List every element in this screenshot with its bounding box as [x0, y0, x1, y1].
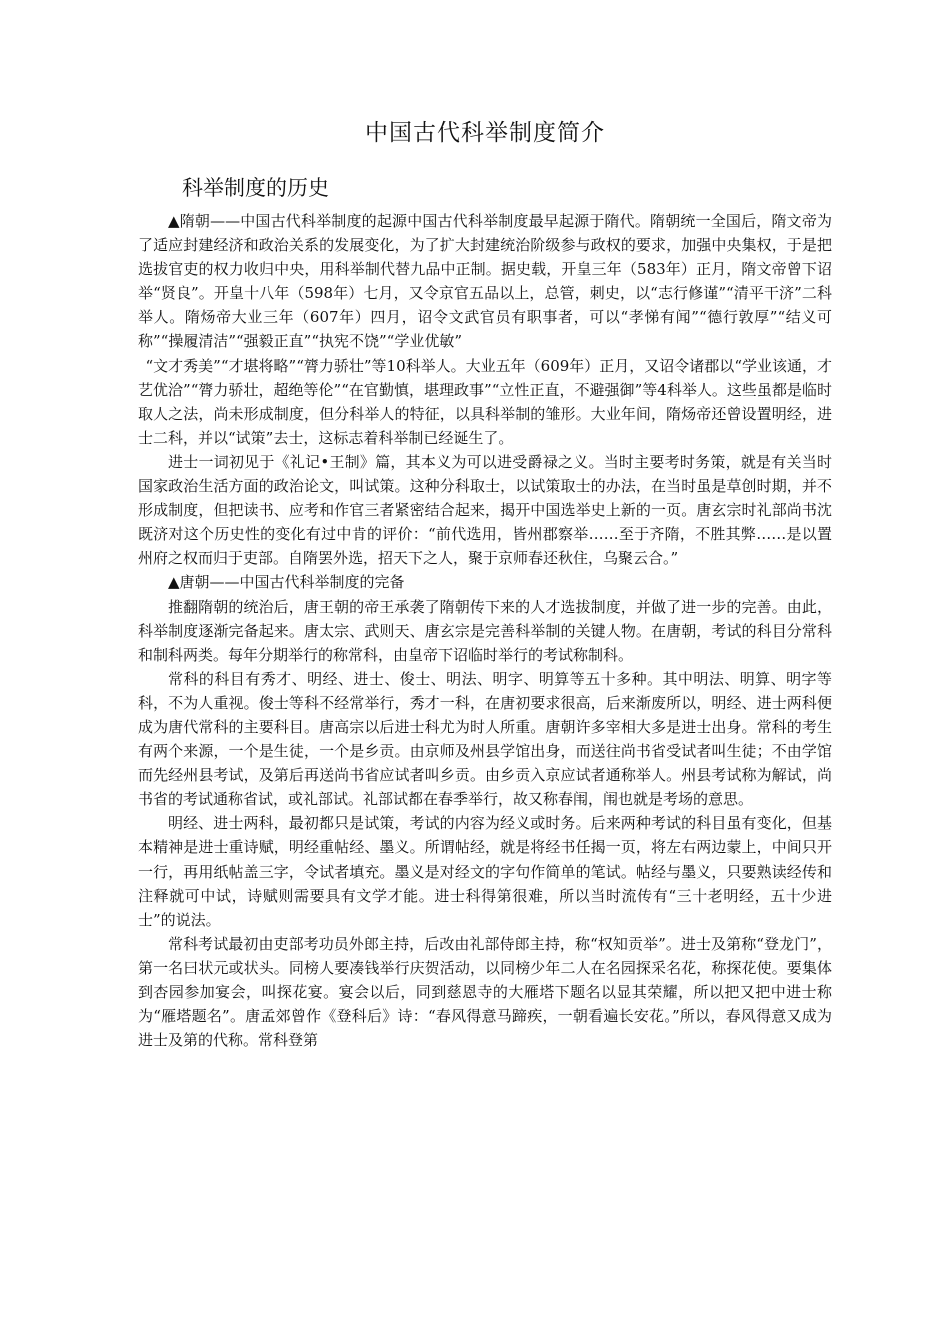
paragraph-sui-subjects: “文才秀美”“才堪将略”“膂力骄壮”等10科举人。大业五年（609年）正月，又诏令诸郡以“学业该通，才艺优洽”“膂力骄壮，超绝等伦”“在官勤慎，堪理政事”“立性正直，不避强御”等4科举人。这些虽都是临时取人之法，尚未形成制度，但分科举人的特征，以具科举制的雏形。大业年间，隋炀帝还曾设置明经，进士二科，并以“试策”去士，这标志着科举制已经诞生了。: [138, 356, 832, 447]
paragraph-tang-perfection: 推翻隋朝的统治后，唐王朝的帝王承袭了隋朝传下来的人才选拔制度，并做了进一步的完善。由此，科举制度逐渐完备起来。唐太宗、武则天、唐玄宗是完善科举制的关键人物。在唐朝，考试的科目分常科和制科两类。每年分期举行的称常科，由皇帝下诏临时举行的考试称制科。: [138, 597, 832, 664]
paragraph-tang-heading: ▲唐朝——中国古代科举制度的完备: [168, 573, 405, 592]
paragraph-jinshi-origin: 进士一词初见于《礼记•王制》篇，其本义为可以进受爵禄之义。当时主要考时务策，就是有关当时国家政治生活方面的政治论文，叫试策。这种分科取士，以试策取士的办法，在当时虽是草创时期，并不形成制度，但把读书、应考和作官三者紧密结合起来，揭开中国选举史上新的一页。唐玄宗时礼部尚书沈既济对这个历史性的变化有过中肯的评价：“前代选用，皆州郡察举……至于齐隋，不胜其弊……是以置州府之权而归于吏部。自隋罢外选，招天下之人，聚于京师春还秋住，乌聚云合。”: [138, 452, 832, 568]
paragraph-mingjing-jinshi: 明经、进士两科，最初都只是试策，考试的内容为经义或时务。后来两种考试的科目虽有变化，但基本精神是进士重诗赋，明经重帖经、墨义。所谓帖经，就是将经书任揭一页，将左右两边蒙上，中间只开一行，再用纸帖盖三字，令试者填充。墨义是对经文的字句作简单的笔试。帖经与墨义，只要熟读经传和注释就可中试，诗赋则需要具有文学才能。进士科得第很难，所以当时流传有“三十老明经，五十少进士”的说法。: [138, 814, 832, 929]
paragraph-changke-subjects: 常科的科目有秀才、明经、进士、俊士、明法、明字、明算等五十多种。其中明法、明算、明字等科，不为人重视。俊士等科不经常举行，秀才一科，在唐初要求很高，后来渐废所以，明经、进士两科便成为唐代常科的主要科目。唐高宗以后进士科尤为时人所重。唐朝许多宰相大多是进士出身。常科的考生有两个来源，一个是生徒，一个是乡贡。由京师及州县学馆出身，而送往尚书省受试者叫生徒；不由学馆而先经州县考试，及第后再送尚书省应试者叫乡贡。由乡贡入京应试者通称举人。州县考试称为解试，尚书省的考试通称省试，或礼部试。礼部试都在春季举行，故又称春闱，闱也就是考场的意思。: [138, 669, 832, 809]
paragraph-changke-exam: 常科考试最初由吏部考功员外郎主持，后改由礼部侍郎主持，称“权知贡举”。进士及第称“登龙门”，第一名曰状元或状头。同榜人要凑钱举行庆贺活动，以同榜少年二人在名园探采名花，称探花使。要集体到杏园参加宴会，叫探花宴。宴会以后，同到慈恩寺的大雁塔下题名以显其荣耀，所以把又把中进士称为“雁塔题名”。唐孟郊曾作《登科后》诗：“春风得意马蹄疾，一朝看遍长安花。”所以，春风得意又成为进士及第的代称。常科登第: [138, 934, 832, 1050]
document-title: 中国古代科举制度简介: [365, 120, 605, 146]
paragraph-sui-origin: ▲隋朝——中国古代科举制度的起源中国古代科举制度最早起源于隋代。隋朝统一全国后，隋文帝为了适应封建经济和政治关系的发展变化，为了扩大封建统治阶级参与政权的要求，加强中央集权，于是把选拔官吏的权力收归中央，用科举制代替九品中正制。据史载，开皇三年（583年）正月，隋文帝曾下诏举“贤良”。开皇十八年（598年）七月，又令京官五品以上，总管，刺史，以“志行修谨”“清平干济”二科举人。隋炀帝大业三年（607年）四月，诏令文武官员有职事者，可以“孝悌有闻”“德行敦厚”“结义可称”“操履清洁”“强毅正直”“执宪不饶”“学业优敏”: [138, 212, 832, 351]
document-body: [138, 209, 832, 1052]
section-heading: 科举制度的历史: [182, 176, 329, 200]
